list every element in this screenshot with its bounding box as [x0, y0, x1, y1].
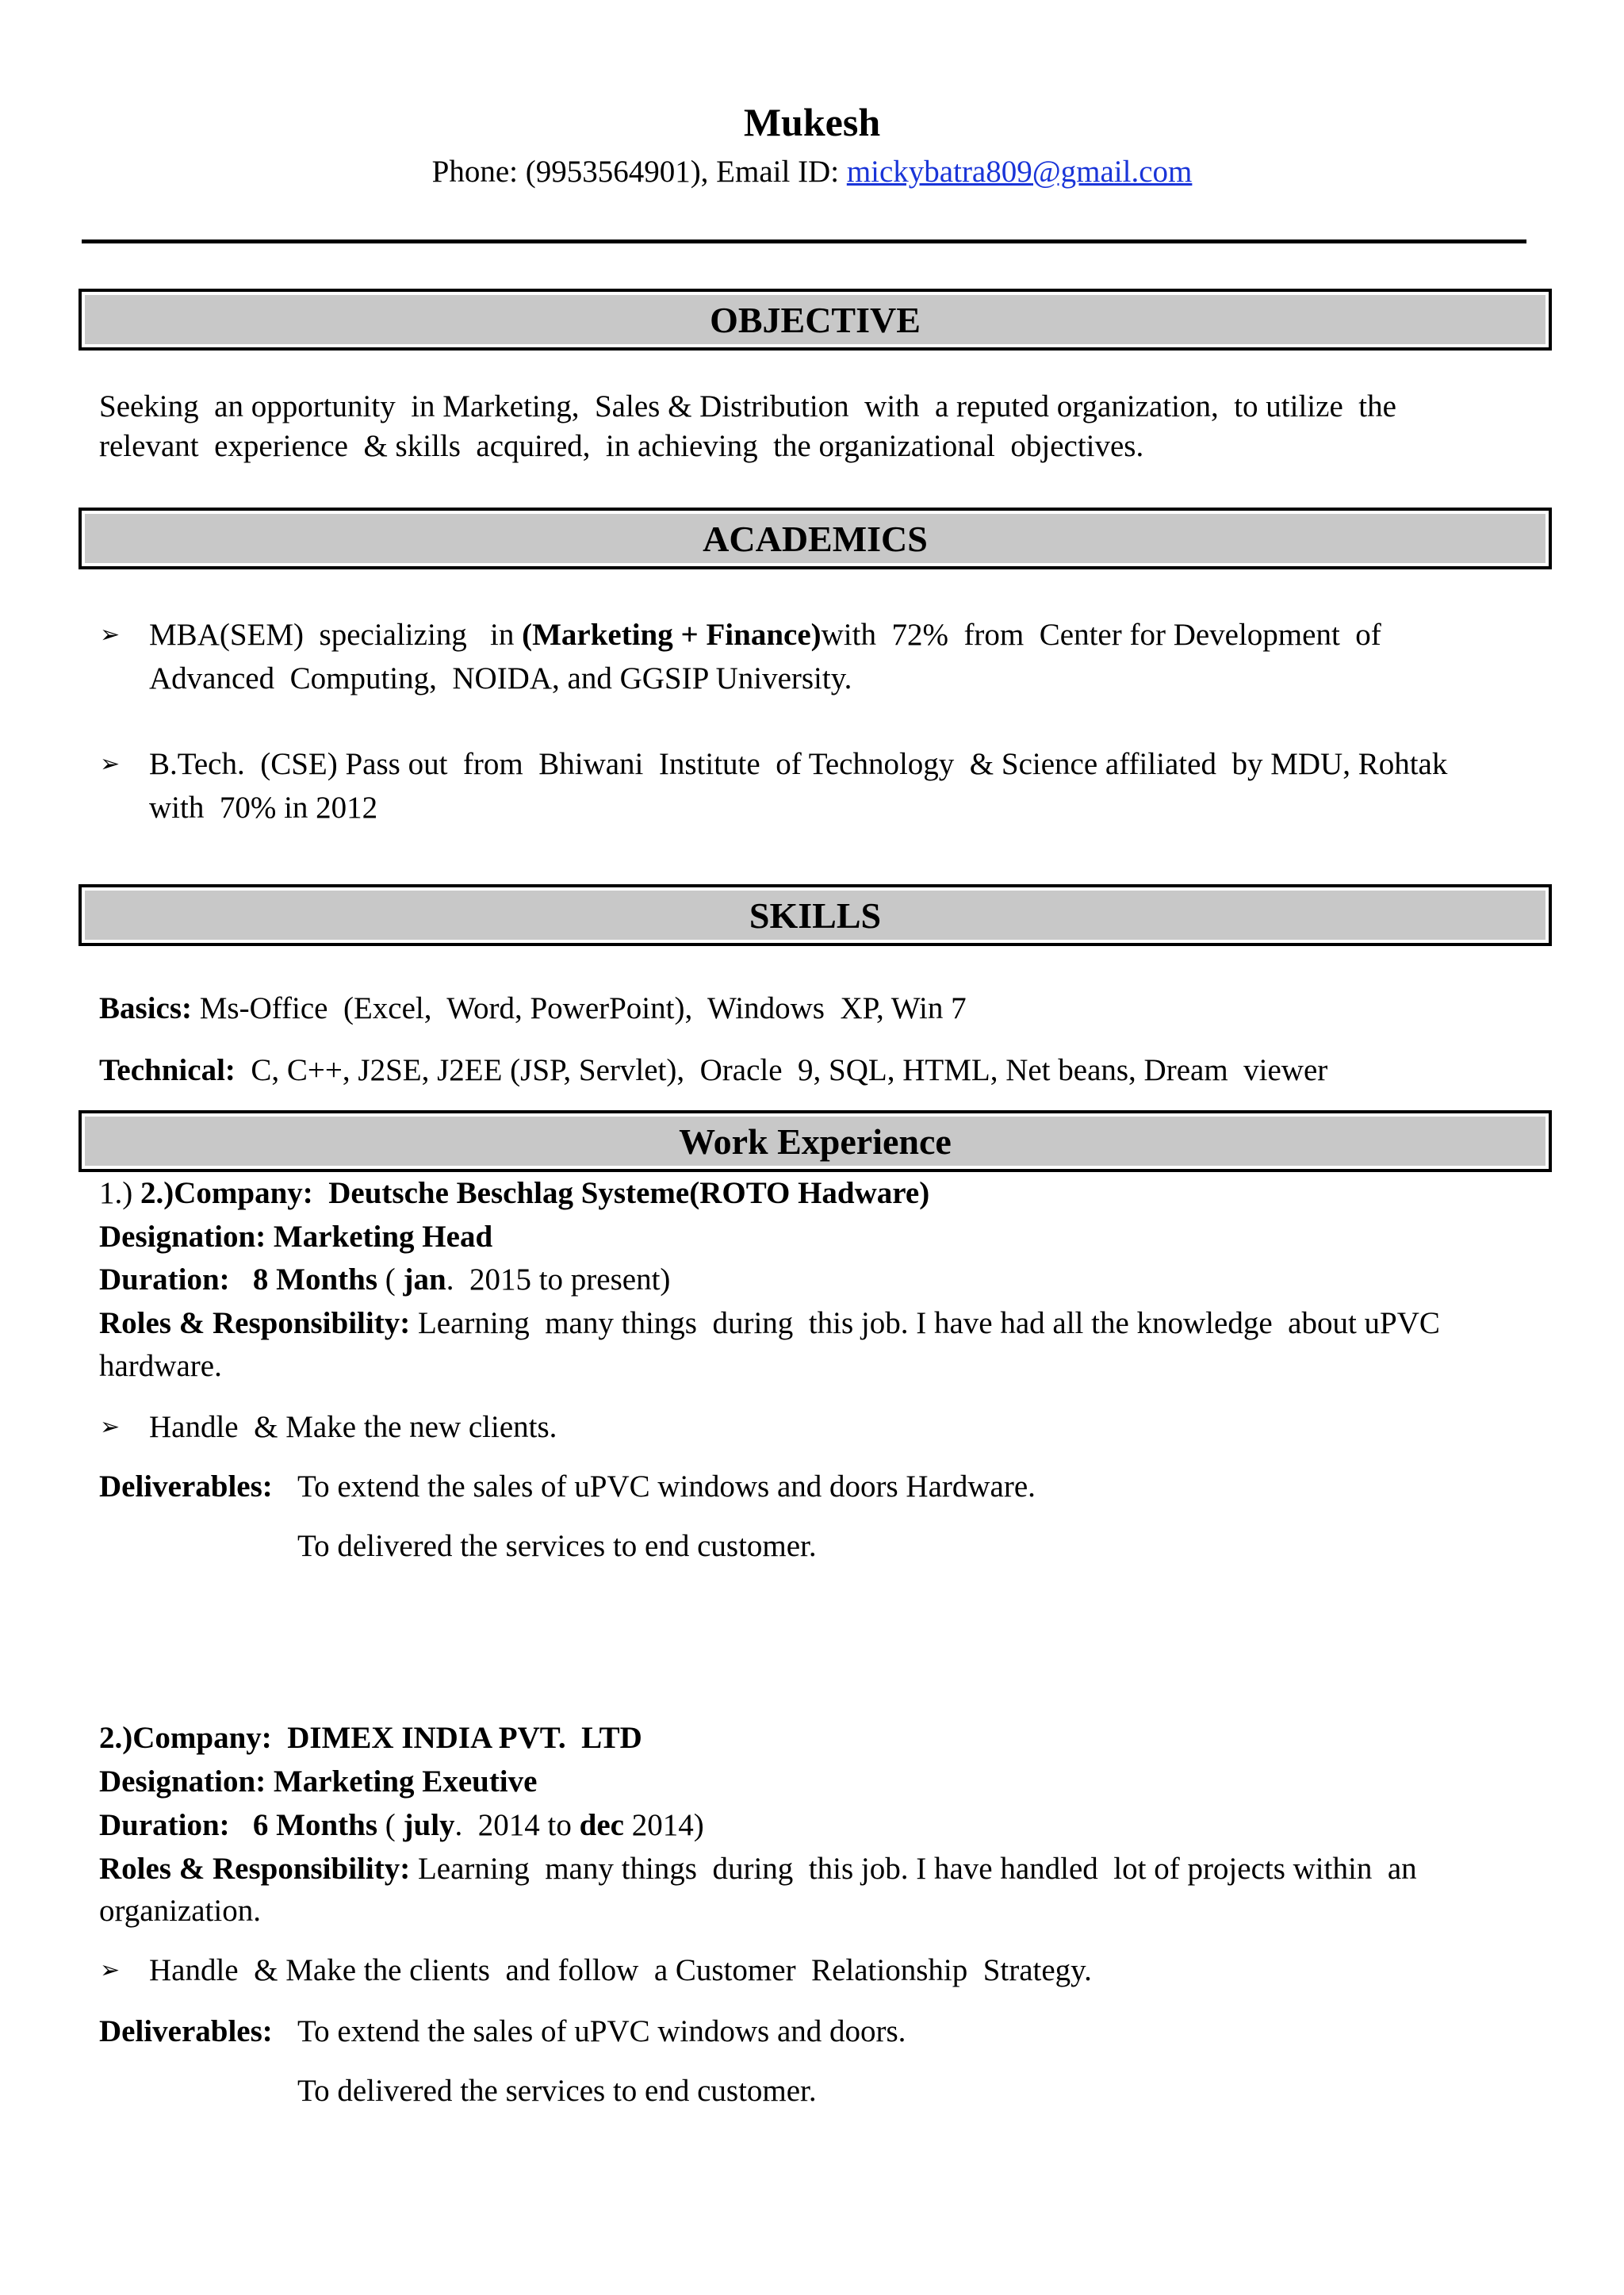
job2-designation-text: Designation: Marketing Exeutive	[99, 1764, 538, 1799]
job1-number: 1.)	[99, 1176, 140, 1210]
skills-technical	[99, 1052, 1327, 1090]
job1-duration	[99, 1261, 670, 1299]
job2-deliverables-label-text: Deliverables:	[99, 2014, 273, 2048]
job2-duration-rest: 2014)	[623, 1808, 704, 1842]
job2-duration-month: july	[403, 1808, 455, 1842]
job2-bullet	[100, 1948, 1527, 1992]
job2-duration-open: (	[377, 1808, 404, 1842]
job1-duration-months: 8 Months	[229, 1262, 378, 1297]
mba-text-cont: with 72% from Center for Development of	[821, 618, 1381, 652]
basics-label: Basics:	[99, 991, 192, 1025]
job2-bullet-text: Handle & Make the clients and follow a Customer Relationship Strategy.	[149, 1953, 1092, 1987]
job2-deliverables-label	[99, 2013, 273, 2051]
job2-duration-month2: dec	[579, 1808, 624, 1842]
academics-item-btech	[100, 742, 1527, 829]
job2-deliverables-1: To extend the sales of uPVC windows and doors.	[297, 2014, 906, 2048]
job2-company-name: DIMEX INDIA PVT. LTD	[271, 1721, 642, 1755]
contact-line	[0, 153, 1624, 191]
objective-line-2: relevant experience & skills acquired, in achieving the organizational objectives.	[99, 429, 1144, 463]
job1-duration-open: (	[377, 1262, 404, 1297]
academics-title: ACADEMICS	[85, 514, 1545, 563]
objective-title: OBJECTIVE	[85, 295, 1545, 344]
arrow-bullet-icon: ➢	[100, 750, 121, 778]
job1-designation	[99, 1218, 492, 1256]
basics-value: Ms-Office (Excel, Word, PowerPoint), Windows XP, Win 7	[192, 991, 967, 1025]
email-link[interactable]: mickybatra809@gmail.com	[846, 155, 1193, 189]
btech-line-2: with 70% in 2012	[149, 791, 378, 825]
job2-company-label: 2.)Company:	[99, 1721, 272, 1755]
academics-heading	[79, 508, 1552, 569]
arrow-bullet-icon: ➢	[100, 1413, 121, 1441]
mba-specialization: (Marketing + Finance)	[522, 618, 822, 652]
job1-deliverables-1: To extend the sales of uPVC windows and doors Hardware.	[297, 1469, 1036, 1504]
contact-prefix: Phone: (9953564901), Email ID:	[431, 155, 847, 189]
skills-title: SKILLS	[85, 891, 1545, 940]
job1-company-name: Deutsche Beschlag Systeme(ROTO Hadware)	[312, 1176, 930, 1210]
job1-deliverables-label	[99, 1468, 273, 1506]
job1-deliverables-label-text: Deliverables:	[99, 1469, 273, 1504]
work-experience-title: Work Experience	[85, 1117, 1545, 1166]
academics-item-mba	[100, 613, 1527, 700]
job1-company	[99, 1174, 929, 1213]
objective-line-1: Seeking an opportunity in Marketing, Sales & Distribution with a reputed organization, to utilize the	[99, 389, 1396, 423]
job2-roles-label: Roles & Responsibility:	[99, 1852, 411, 1886]
job2-duration-label: Duration:	[99, 1808, 230, 1842]
job1-roles-line-2: hardware.	[99, 1349, 222, 1383]
job2-deliverables-2: To delivered the services to end customer.	[297, 2074, 817, 2108]
technical-label: Technical:	[99, 1053, 236, 1087]
job2-roles	[99, 1850, 1417, 1888]
job1-duration-label: Duration:	[99, 1262, 230, 1297]
job2-duration	[99, 1806, 704, 1845]
job1-company-label: 2.)Company:	[140, 1176, 313, 1210]
technical-value: C, C++, J2SE, J2EE (JSP, Servlet), Oracle 9, SQL, HTML, Net beans, Dream viewer	[235, 1053, 1328, 1087]
job1-roles	[99, 1305, 1440, 1343]
skills-heading	[79, 884, 1552, 946]
job2-duration-mid: . 2014 to	[454, 1808, 580, 1842]
job2-designation	[99, 1763, 537, 1801]
arrow-bullet-icon: ➢	[100, 621, 121, 649]
job1-roles-label: Roles & Responsibility:	[99, 1306, 411, 1340]
candidate-name: Mukesh	[743, 100, 881, 144]
job2-roles-text: Learning many things during this job. I have handled lot of projects within an	[410, 1852, 1417, 1886]
job1-bullet-text: Handle & Make the new clients.	[149, 1410, 557, 1444]
job1-duration-month: jan	[403, 1262, 446, 1297]
work-experience-heading	[79, 1110, 1552, 1172]
job2-duration-months: 6 Months	[229, 1808, 378, 1842]
arrow-bullet-icon: ➢	[100, 1956, 121, 1984]
job1-deliverables-2: To delivered the services to end customer.	[297, 1529, 817, 1563]
job1-bullet	[100, 1405, 1527, 1449]
header-divider	[82, 239, 1526, 243]
job2-company	[99, 1719, 642, 1757]
job1-designation-text: Designation: Marketing Head	[99, 1220, 493, 1254]
objective-heading	[79, 289, 1552, 351]
mba-line-2: Advanced Computing, NOIDA, and GGSIP University.	[149, 661, 852, 695]
btech-line-1: B.Tech. (CSE) Pass out from Bhiwani Institute of Technology & Science affiliated by MDU, Rohtak	[149, 747, 1448, 781]
job1-duration-rest: . 2015 to present)	[446, 1262, 671, 1297]
job2-roles-line-2: organization.	[99, 1894, 261, 1928]
skills-basics	[99, 990, 967, 1028]
mba-text: MBA(SEM) specializing in	[149, 618, 523, 652]
job1-roles-text: Learning many things during this job. I have had all the knowledge about uPVC	[410, 1306, 1440, 1340]
